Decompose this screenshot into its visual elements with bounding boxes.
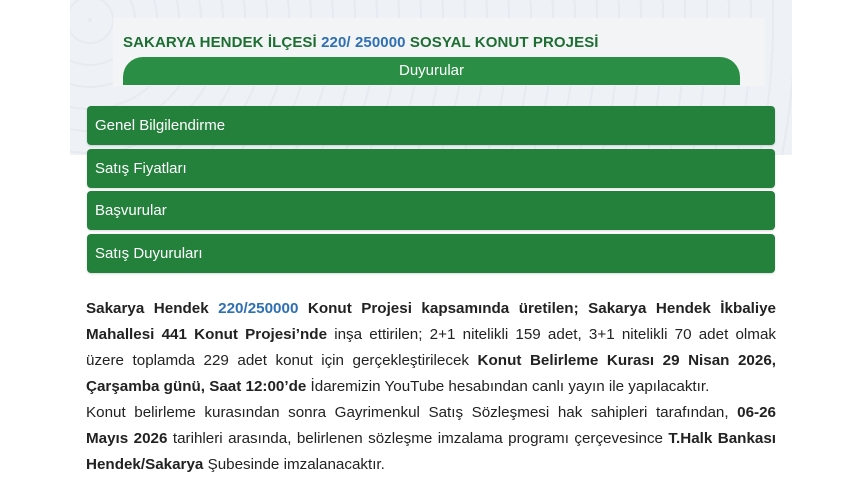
text-bold: Konut Projesi kapsamında üretilen; Sakarya Hendek İkbaliye Mahallesi 441 Konut Projesi’nde [86, 300, 776, 343]
accordion-item-sale-announcements[interactable] [87, 234, 775, 273]
contract-dates: 06-26 Mayıs 2026 [86, 404, 776, 447]
announcement-body [86, 296, 776, 478]
text-bold: Sakarya Hendek [86, 300, 219, 317]
project-title [123, 34, 599, 51]
accordion-item-sale-prices[interactable] [87, 149, 775, 188]
text-regular: Konut belirleme kurasından sonra Gayrimenkul Satış Sözleşmesi hak sahipleri tarafından, [86, 404, 738, 421]
announcements-label: Duyurular [398, 62, 465, 79]
title-number: 220/ 250000 [321, 34, 406, 51]
lottery-date: Konut Belirleme Kurası 29 Nisan 2026, Çarşamba günü, Saat 12:00’de [86, 352, 776, 395]
accordion-item-label: Genel Bilgilendirme [95, 117, 226, 134]
paragraph-lottery [86, 296, 776, 400]
accordion-item-label: Satış Fiyatları [95, 160, 187, 177]
text-regular: inşa ettirilen; 2+1 nitelikli 159 adet, 3+1 nitelikli 70 adet olmak üzere toplamda 229 adet konut için gerçekleştirilecek [86, 326, 776, 369]
text-regular: Şubesinde imzalanacaktır. [203, 456, 385, 473]
accordion-item-label: Başvurular [95, 202, 167, 219]
bank-branch: T.Halk Bankası Hendek/Sakarya [86, 430, 776, 473]
text-regular: tarihleri arasında, belirlenen sözleşme imzalama programı çerçevesince [167, 430, 669, 447]
accordion-item-general-info[interactable] [87, 106, 775, 145]
accordion-item-applications[interactable] [87, 191, 775, 230]
text-regular: İdaremizin YouTube hesabından canlı yayın ile yapılacaktır. [306, 378, 710, 395]
accordion-item-label: Satış Duyuruları [95, 245, 203, 262]
title-suffix: SOSYAL KONUT PROJESİ [405, 34, 599, 51]
paragraph-contract [86, 400, 776, 478]
announcements-tab[interactable] [123, 57, 740, 85]
project-number: 220/250000 [218, 300, 299, 317]
title-prefix: SAKARYA HENDEK İLÇESİ [123, 34, 322, 51]
